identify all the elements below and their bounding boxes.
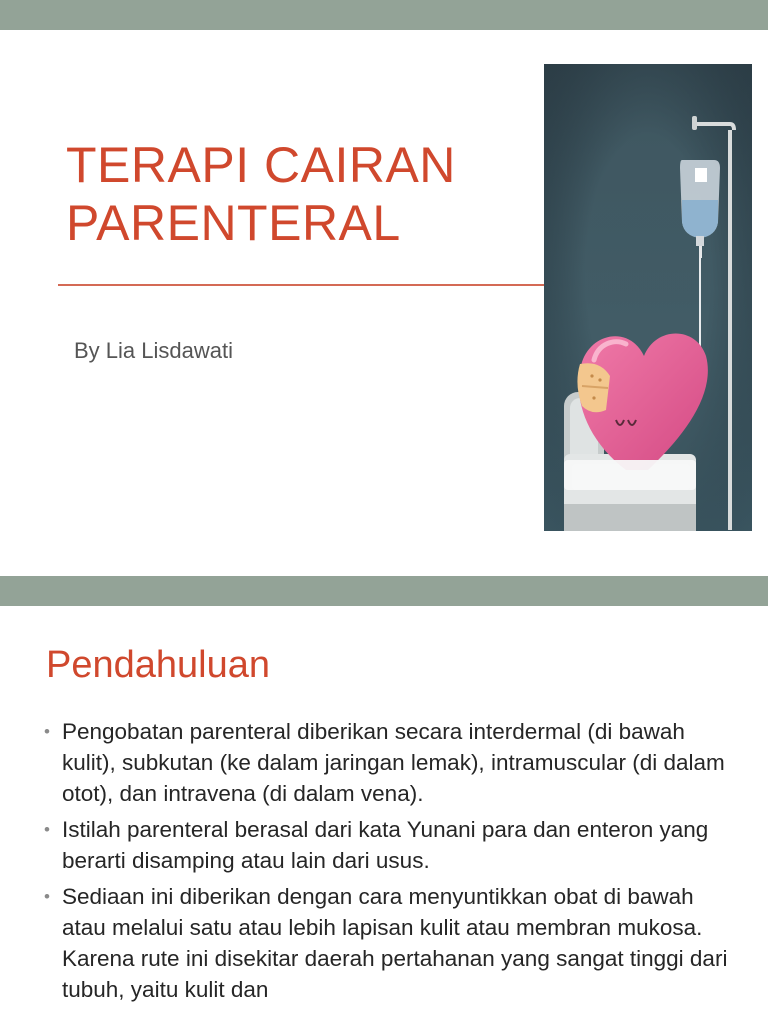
bullet-text: Istilah parenteral berasal dari kata Yunani para dan enteron yang berarti disamping atau lain dari usus.	[62, 817, 709, 873]
slide-header-band	[0, 576, 768, 606]
slide-title-line-2: PARENTERAL	[66, 195, 401, 251]
slide-subtitle: By Lia Lisdawati	[74, 338, 233, 363]
heart-character-icon	[564, 334, 708, 491]
slide-header-band	[0, 0, 768, 30]
title-divider	[58, 284, 544, 286]
heart-iv-drip-illustration	[544, 64, 752, 531]
bullet-text: Pengobatan parenteral diberikan secara interdermal (di bawah kulit), subkutan (ke dalam jaringan lemak), intramuscular (di dalam otot), dan intravena (di dalam vena).	[62, 719, 725, 806]
bullet-list	[44, 716, 734, 1010]
content-slide	[0, 576, 768, 1024]
slide-title	[66, 136, 536, 252]
bullet-item	[44, 814, 734, 876]
bullet-item	[44, 881, 734, 1005]
bullet-text: Sediaan ini diberikan dengan cara menyuntikkan obat di bawah atau melalui satu atau lebih lapisan kulit atau membran mukosa. Karena rute ini disekitar daerah pertahanan yang sangat tinggi dari tubuh, yaitu kulit dan	[62, 884, 728, 1002]
bullet-marker: •	[44, 722, 50, 741]
slide-title-line-1: TERAPI CAIRAN	[66, 137, 456, 193]
bullet-marker: •	[44, 820, 50, 839]
section-heading: Pendahuluan	[46, 644, 270, 686]
bullet-marker: •	[44, 887, 50, 906]
bullet-item	[44, 716, 734, 809]
